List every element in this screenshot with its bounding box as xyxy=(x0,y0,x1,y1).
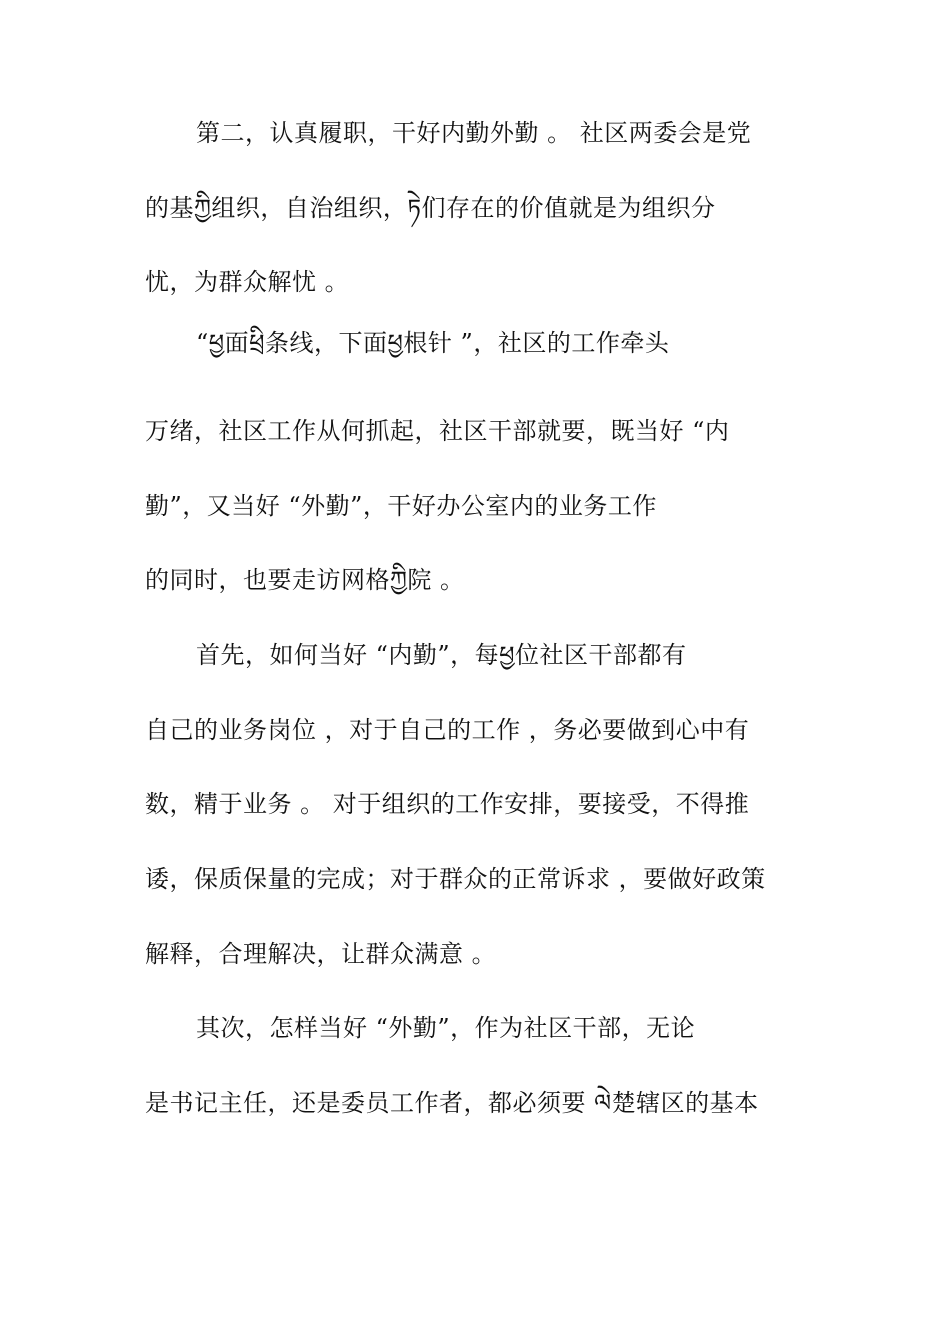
paragraph-3-line-3: 数，精于业务 。 对于组织的工作安排，要接受，不得推 xyxy=(145,790,750,818)
paragraph-1-line-2: 的基ཀྱི组织，自治组织，ཏེ们存在的价值就是为组织分 xyxy=(145,194,716,222)
paragraph-3-line-2: 自己的业务岗位 ，对于自己的工作 ，务必要做到心中有 xyxy=(145,716,750,744)
paragraph-2-line-4: 的同时，也要走访网格ཀྱི院 。 xyxy=(145,566,465,594)
paragraph-1-line-3: 忧，为群众解忧 。 xyxy=(145,268,350,296)
paragraph-1-line-1: 第二，认真履职，干好内勤外勤 。 社区两委会是党 xyxy=(196,119,752,147)
paragraph-2-line-2: 万绪，社区工作从何抓起，社区干部就要，既当好 “内 xyxy=(145,417,730,445)
paragraph-3-line-5: 解释，合理解决，让群众满意 。 xyxy=(145,940,497,968)
paragraph-2-line-3: 勤”，又当好 “外勤”，干好办公室内的业务工作 xyxy=(145,492,657,520)
paragraph-3-line-1: 首先，如何当好 “内勤”，每ཕྱ位社区干部都有 xyxy=(196,641,687,669)
paragraph-3-line-4: 诿，保质保量的完成；对于群众的正常诉求 ，要做好政策 xyxy=(145,865,766,893)
paragraph-4-line-2: 是书记主任，还是委员工作者，都必须要 ལེ楚辖区的基本 xyxy=(145,1089,759,1117)
paragraph-2-line-1: “ཕྱ面ཕྲི条线，下面ཕྱ根针 ”，社区的工作牵头 xyxy=(196,329,670,357)
paragraph-4-line-1: 其次，怎样当好 “外勤”，作为社区干部，无论 xyxy=(196,1014,696,1042)
